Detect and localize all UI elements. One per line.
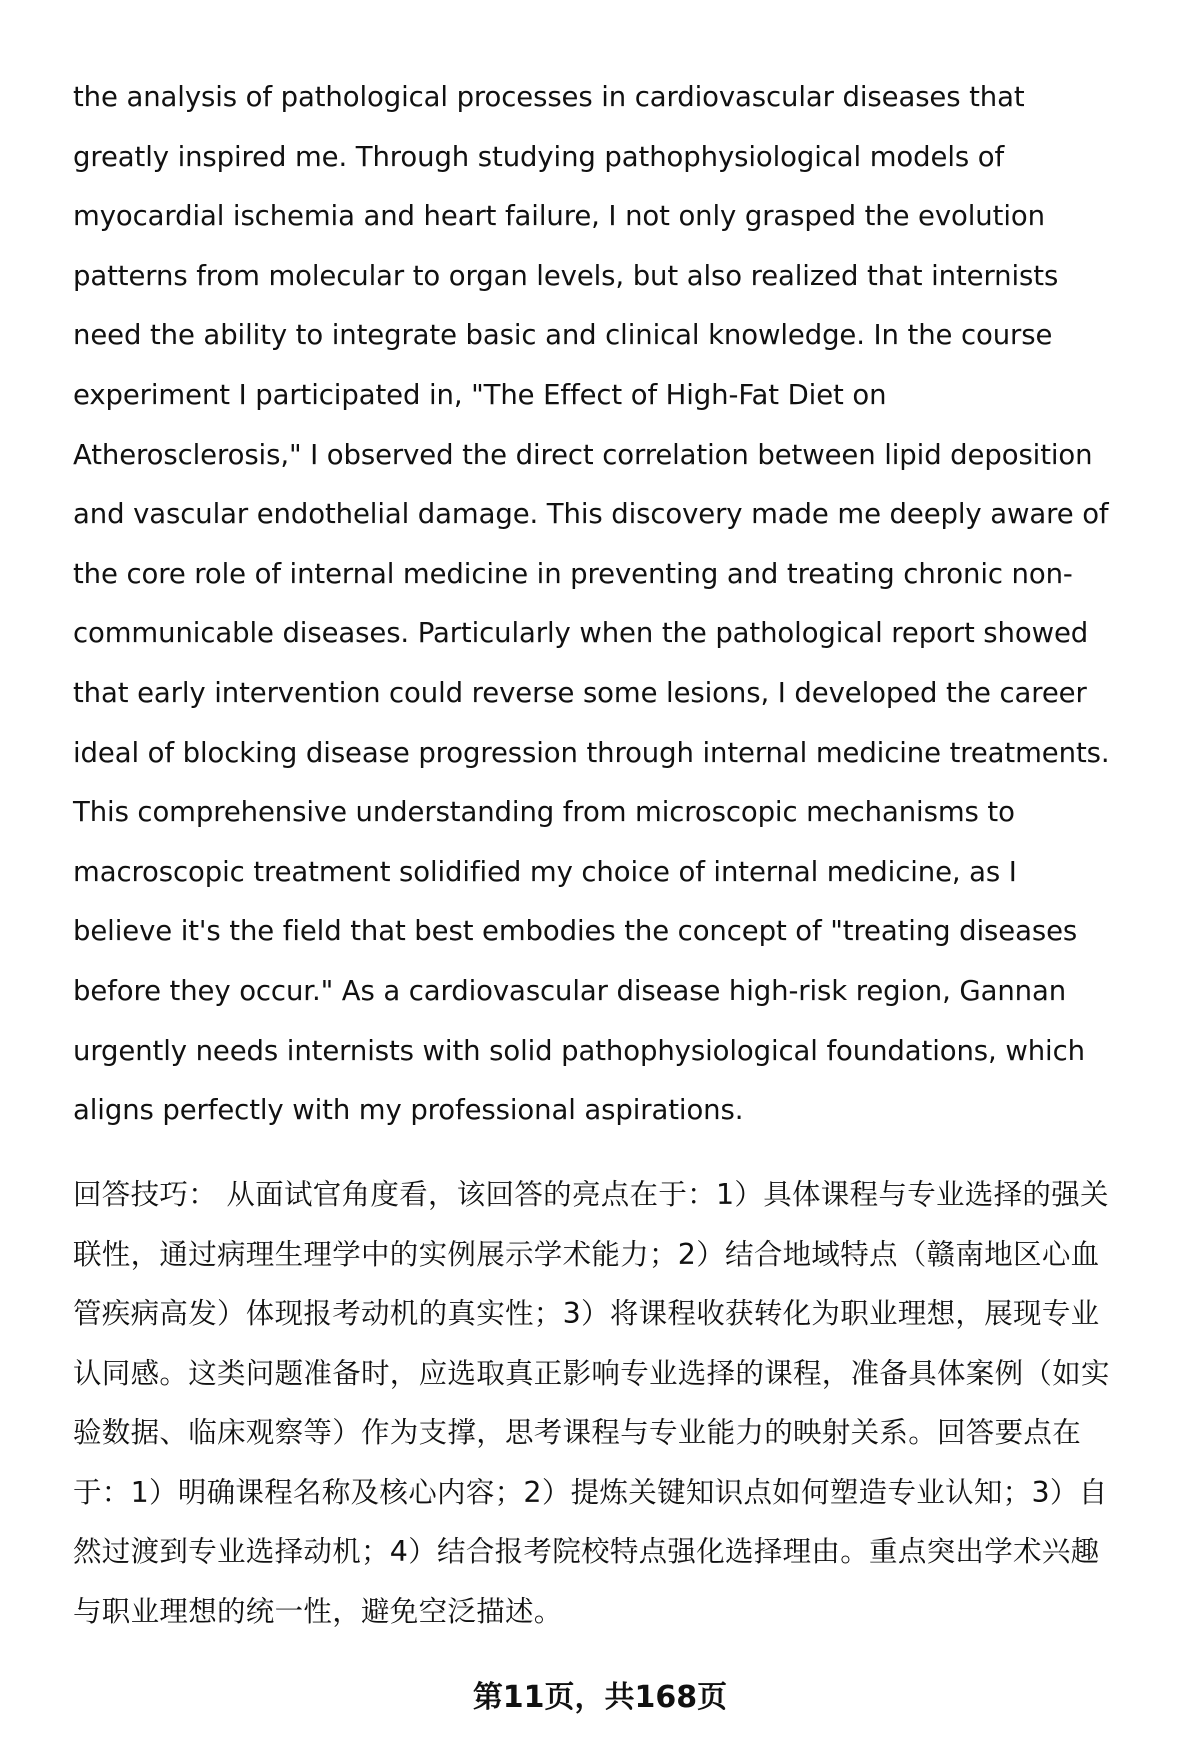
text-line: the analysis of pathological processes in cardiovascular diseases that [73, 81, 1025, 113]
text-line: the core role of internal medicine in preventing and treating chronic non- [73, 557, 1073, 590]
text-line: 于：1）明确课程名称及核心内容；2）提炼关键知识点如何塑造专业认知；3）自 [73, 1475, 1108, 1509]
text-line: ideal of blocking disease progression through internal medicine treatments. [73, 736, 1110, 769]
answer-tips-paragraph [73, 1165, 1153, 1641]
text-line: myocardial ischemia and heart failure, I not only grasped the evolution [73, 200, 1045, 233]
text-line: that early intervention could reverse some lesions, I developed the career [73, 676, 1087, 709]
text-line: greatly inspired me. Through studying pathophysiological models of [73, 140, 1005, 173]
text-line: 认同感。这类问题准备时，应选取真正影响专业选择的课程，准备具体案例（如实 [73, 1356, 1110, 1390]
answer-paragraph [73, 68, 1173, 1141]
text-line: 管疾病高发）体现报考动机的真实性；3）将课程收获转化为职业理想，展现专业 [73, 1297, 1100, 1330]
text-line: communicable diseases. Particularly when the pathological report showed [73, 617, 1089, 650]
text-line: 然过渡到专业选择动机；4）结合报考院校特点强化选择理由。重点突出学术兴趣 [73, 1535, 1100, 1568]
text-line: patterns from molecular to organ levels, but also realized that internists [73, 259, 1059, 292]
text-line: aligns perfectly with my professional aspirations. [73, 1094, 744, 1127]
text-line: 验数据、临床观察等）作为支撑，思考课程与专业能力的映射关系。回答要点在 [73, 1416, 1082, 1449]
text-line: believe it's the field that best embodies the concept of "treating diseases [73, 915, 1078, 948]
text-line: 回答技巧： 从面试官角度看，该回答的亮点在于：1）具体课程与专业选择的强关 [73, 1178, 1109, 1211]
text-line: urgently needs internists with solid pathophysiological foundations, which [73, 1034, 1085, 1067]
text-line: 联性，通过病理生理学中的实例展示学术能力；2）结合地域特点（赣南地区心血 [73, 1237, 1100, 1271]
text-line: and vascular endothelial damage. This discovery made me deeply aware of [73, 498, 1109, 531]
page-number: 第11页，共168页 [472, 1680, 728, 1715]
text-line: experiment I participated in, "The Effect of High-Fat Diet on [73, 378, 887, 411]
text-line: before they occur." As a cardiovascular disease high-risk region, Gannan [73, 974, 1067, 1007]
text-line: Atherosclerosis," I observed the direct correlation between lipid deposition [73, 438, 1093, 471]
text-line: need the ability to integrate basic and clinical knowledge. In the course [73, 319, 1053, 352]
text-line: This comprehensive understanding from microscopic mechanisms to [73, 796, 1015, 829]
text-line: macroscopic treatment solidified my choice of internal medicine, as I [73, 855, 1017, 888]
text-line: 与职业理想的统一性，避免空泛描述。 [73, 1594, 563, 1628]
